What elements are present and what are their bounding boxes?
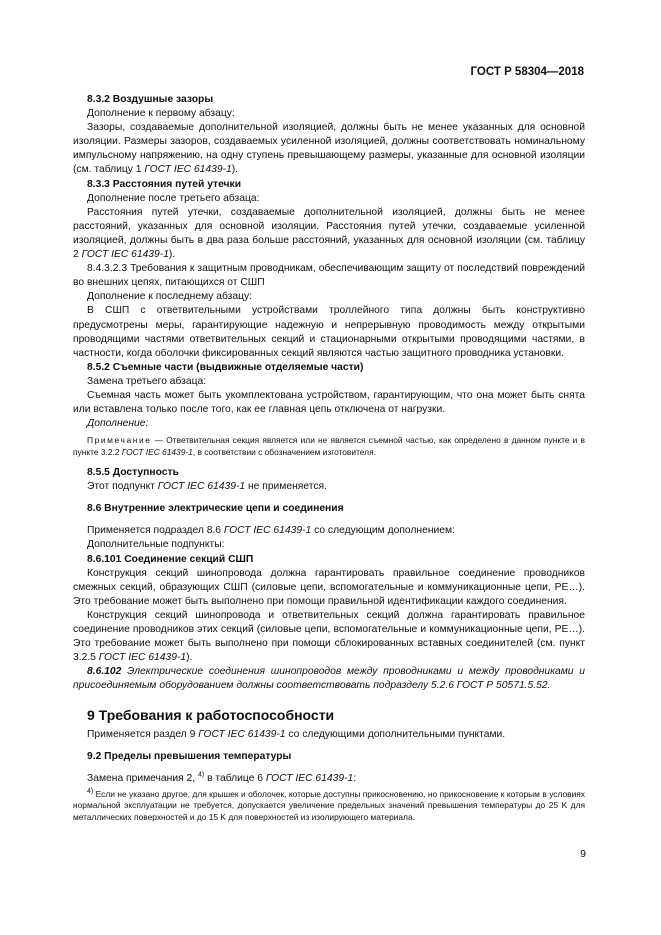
s86102-paragraph: 8.6.102 Электрические соединения шинопроводов между проводниками и между проводниками и присоединяемым оборудованием должны соответствовать подразделу 5.2.6 ГОСТ Р 50571.5.52. <box>73 666 585 692</box>
heading-8-3-2: 8.3.2 Воздушные зазоры <box>87 94 214 105</box>
s852-paragraph: Съемная часть может быть укомплектована устройством, гарантирующим, что она может быть снята или вставлена только после того, как ее главная цепь отключена от нагрузки. <box>73 389 585 416</box>
s855-paragraph: Этот подпункт ГОСТ IEC 61439-1 не применяется. <box>87 481 327 493</box>
s832-paragraph: Зазоры, создаваемые дополнительной изоляцией, должны быть не менее указанных для основной изоляции. Размеры зазоров, создаваемых усиленной изоляцией, должны соответствовать номинальному импульсному напряжению, на одну ступень превышающему размеры, указанные для основной изоляции (см. таблицу 1 ГОСТ IEC 61439-1). <box>73 122 585 176</box>
s84323-intro: Дополнение к последнему абзацу: <box>87 291 253 303</box>
heading-9: 9 Требования к работоспособности <box>87 707 335 724</box>
s92-paragraph: Замена примечания 2, $^{4)}$ в таблице 6 ГОСТ IEC 61439-1: <box>87 771 357 784</box>
heading-8-5-5: 8.5.5 Доступность <box>87 467 179 479</box>
page-number: 9 <box>580 848 586 860</box>
s852-addition: Дополнение: <box>87 418 149 430</box>
s86-extra: Дополнительные подпункты: <box>87 539 225 551</box>
s84323-paragraph: В СШП с ответвительными устройствами троллейного типа должны быть конструктивно предусмотрены меры, гарантирующие надежную и непрерывную проводимость между открытыми проводящими частями ответвительных секций и стационарными открытыми проводящими частями, в частности, когда оболочки фиксированных секций являются частью защитного проводника установки. <box>73 305 585 359</box>
s833-paragraph: Расстояния путей утечки, создаваемые дополнительной изоляцией, должны быть не менее расстояний, указанных для основной изоляции. Расстояния путей утечки, создаваемые усиленной изоляцией, должны быть в два раза больше расстояний, указанных для основной изоляции (см. таблицу 2 ГОСТ IEC 61439-1). <box>73 206 585 261</box>
document-body <box>73 93 585 823</box>
heading-9-2: 9.2 Пределы превышения температуры <box>87 750 292 762</box>
s9-paragraph: Применяется раздел 9 ГОСТ IEC 61439-1 со следующими дополнительными пунктами. <box>87 728 506 740</box>
s852-intro: Замена третьего абзаца: <box>87 375 207 387</box>
heading-8-6: 8.6 Внутренние электрические цепи и соединения <box>87 503 344 515</box>
s86101-paragraph-2: Конструкция секций шинопровода и ответвительных секций должна гарантировать правильное соединение проводников этих секций (силовые цепи, вспомогательные и коммуникационные цепи, PE…). Это требование может быть выполнено при помощи сблокированных вставных соединителей (см. пункт 3.2.5 ГОСТ IEC 61439-1). <box>73 609 585 664</box>
s86-paragraph: Применяется подраздел 8.6 ГОСТ IEC 61439-1 со следующим дополнением: <box>87 525 455 537</box>
heading-8-3-3: 8.3.3 Расстояния путей утечки <box>87 178 242 190</box>
s84323-heading: 8.4.3.2.3 Требования к защитным проводникам, обеспечивающим защиту от последствий повреждений во внешних цепях, питающихся от СШП <box>73 263 585 289</box>
heading-8-6-101: 8.6.101 Соединение секций СШП <box>87 553 254 565</box>
footnote-4: $^{4)}$ Если не указано другое, для крышек и оболочек, которые доступны прикосновению, но прикосновение к которым в условиях нормальной эксплуатации не требуется, допускается увеличение предельных значений превышения температуры до 25 K для металлических поверхностей и до 15 K для поверхностей из изолирующего материала. <box>73 788 585 822</box>
s833-intro: Дополнение после третьего абзаца: <box>87 192 260 204</box>
s832-intro: Дополнение к первому абзацу: <box>87 108 235 120</box>
document-id: ГОСТ Р 58304—2018 <box>470 66 584 78</box>
heading-8-5-2: 8.5.2 Съемные части (выдвижные отделяемые части) <box>87 361 364 373</box>
s852-note: Примечание — Ответвительная секция является или не является съемной частью, как определено в данном пункте и в пункте 3.2.2 ГОСТ IEC 61439-1, в соответствии с обозначением изготовителя. <box>73 435 585 457</box>
s86101-paragraph-1: Конструкция секций шинопровода должна гарантировать правильное соединение проводников смежных секций, образующих СШП (силовые цепи, вспомогательные и коммуникационные цепи, PE…). Это требование может быть выполнено при помощи правильной идентификации каждого соединения. <box>73 567 585 607</box>
